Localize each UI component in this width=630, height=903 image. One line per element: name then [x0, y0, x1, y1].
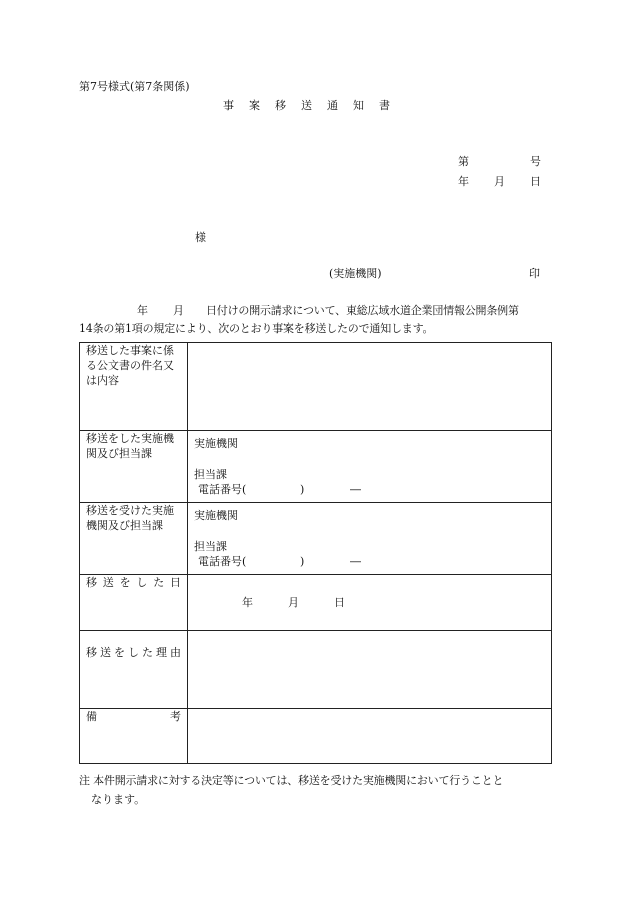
label-cell-transferring-org	[80, 431, 188, 503]
label-cell-document	[80, 343, 188, 431]
table-row-remarks	[80, 709, 552, 764]
receiving-phone-dash: ―	[350, 555, 361, 568]
label-char: 送	[102, 576, 114, 589]
label-char: 移	[86, 576, 97, 589]
footnote-line2: なります。	[91, 793, 146, 806]
footnote-line1: 注 本件開示請求に対する決定等については、移送を受けた実施機関において行うことと	[79, 774, 504, 787]
row-label-document: 移送した事案に係る公文書の件名又は内容	[86, 344, 174, 387]
label-cell-transfer-reason	[80, 631, 188, 709]
transferring-phone-close: )	[300, 483, 305, 496]
receiving-phone-label: 電話番号(	[198, 555, 247, 568]
label-char: 移	[86, 646, 97, 659]
label-char: を	[114, 646, 125, 659]
date-year: 年	[458, 175, 469, 188]
doc-number-go: 号	[530, 155, 541, 168]
receiving-dept-label: 担当課	[194, 540, 227, 553]
form-number: 第7号様式(第7条関係)	[79, 80, 190, 93]
label-char: た	[142, 646, 153, 659]
addressee-sama: 様	[195, 231, 206, 244]
label-cell-remarks	[80, 709, 188, 764]
value-cell-transfer-reason	[188, 631, 552, 709]
transferring-phone-label: 電話番号(	[198, 483, 247, 496]
label-cell-transfer-date	[80, 575, 188, 631]
value-cell-transferring-org	[188, 431, 552, 503]
label-char: 備	[86, 710, 97, 723]
label-char: た	[153, 576, 165, 589]
transferring-org-label: 実施機関	[194, 437, 238, 450]
label-char: 送	[100, 646, 111, 659]
transferring-dept-label: 担当課	[194, 468, 227, 481]
label-char: 考	[170, 710, 181, 723]
transferring-phone-dash: ―	[350, 483, 361, 496]
intro-line1: 日付けの開示請求について、東総広域水道企業団情報公開条例第	[206, 304, 519, 317]
label-char: 理	[156, 646, 167, 659]
date-day: 日	[530, 175, 541, 188]
label-cell-receiving-org	[80, 503, 188, 575]
label-char: を	[119, 576, 131, 589]
intro-year: 年	[137, 304, 148, 317]
sender-org-label: (実施機関)	[329, 267, 382, 280]
row-label-transfer-reason	[86, 645, 181, 660]
receiving-phone-close: )	[300, 555, 305, 568]
label-char: し	[136, 576, 148, 589]
row-label-remarks	[86, 709, 181, 724]
table-row-document	[80, 343, 552, 431]
table-row-transfer-reason	[80, 631, 552, 709]
transfer-details-table	[79, 342, 552, 764]
row-label-transferring-org: 移送をした実施機関及び担当課	[86, 432, 174, 460]
transfer-year: 年	[242, 596, 253, 609]
value-cell-document	[188, 343, 552, 431]
row-label-receiving-org: 移送を受けた実施機関及び担当課	[86, 504, 174, 532]
receiving-org-label: 実施機関	[194, 509, 238, 522]
date-month: 月	[494, 175, 505, 188]
table-row-receiving-org	[80, 503, 552, 575]
transfer-month: 月	[288, 596, 299, 609]
label-char: し	[128, 646, 139, 659]
table-row-transfer-date	[80, 575, 552, 631]
doc-number-dai: 第	[458, 155, 469, 168]
table-row-transferring-org	[80, 431, 552, 503]
transfer-day: 日	[334, 596, 345, 609]
intro-line2: 14条の第1項の規定により、次のとおり事案を移送したので通知します。	[79, 322, 434, 335]
document-title: 事案移送通知書	[223, 99, 405, 112]
intro-month: 月	[173, 304, 184, 317]
seal-mark: 印	[529, 267, 540, 280]
value-cell-receiving-org	[188, 503, 552, 575]
value-cell-transfer-date	[188, 575, 552, 631]
value-cell-remarks	[188, 709, 552, 764]
label-char: 由	[170, 646, 181, 659]
label-char: 日	[169, 576, 181, 589]
row-label-transfer-date	[86, 575, 181, 590]
